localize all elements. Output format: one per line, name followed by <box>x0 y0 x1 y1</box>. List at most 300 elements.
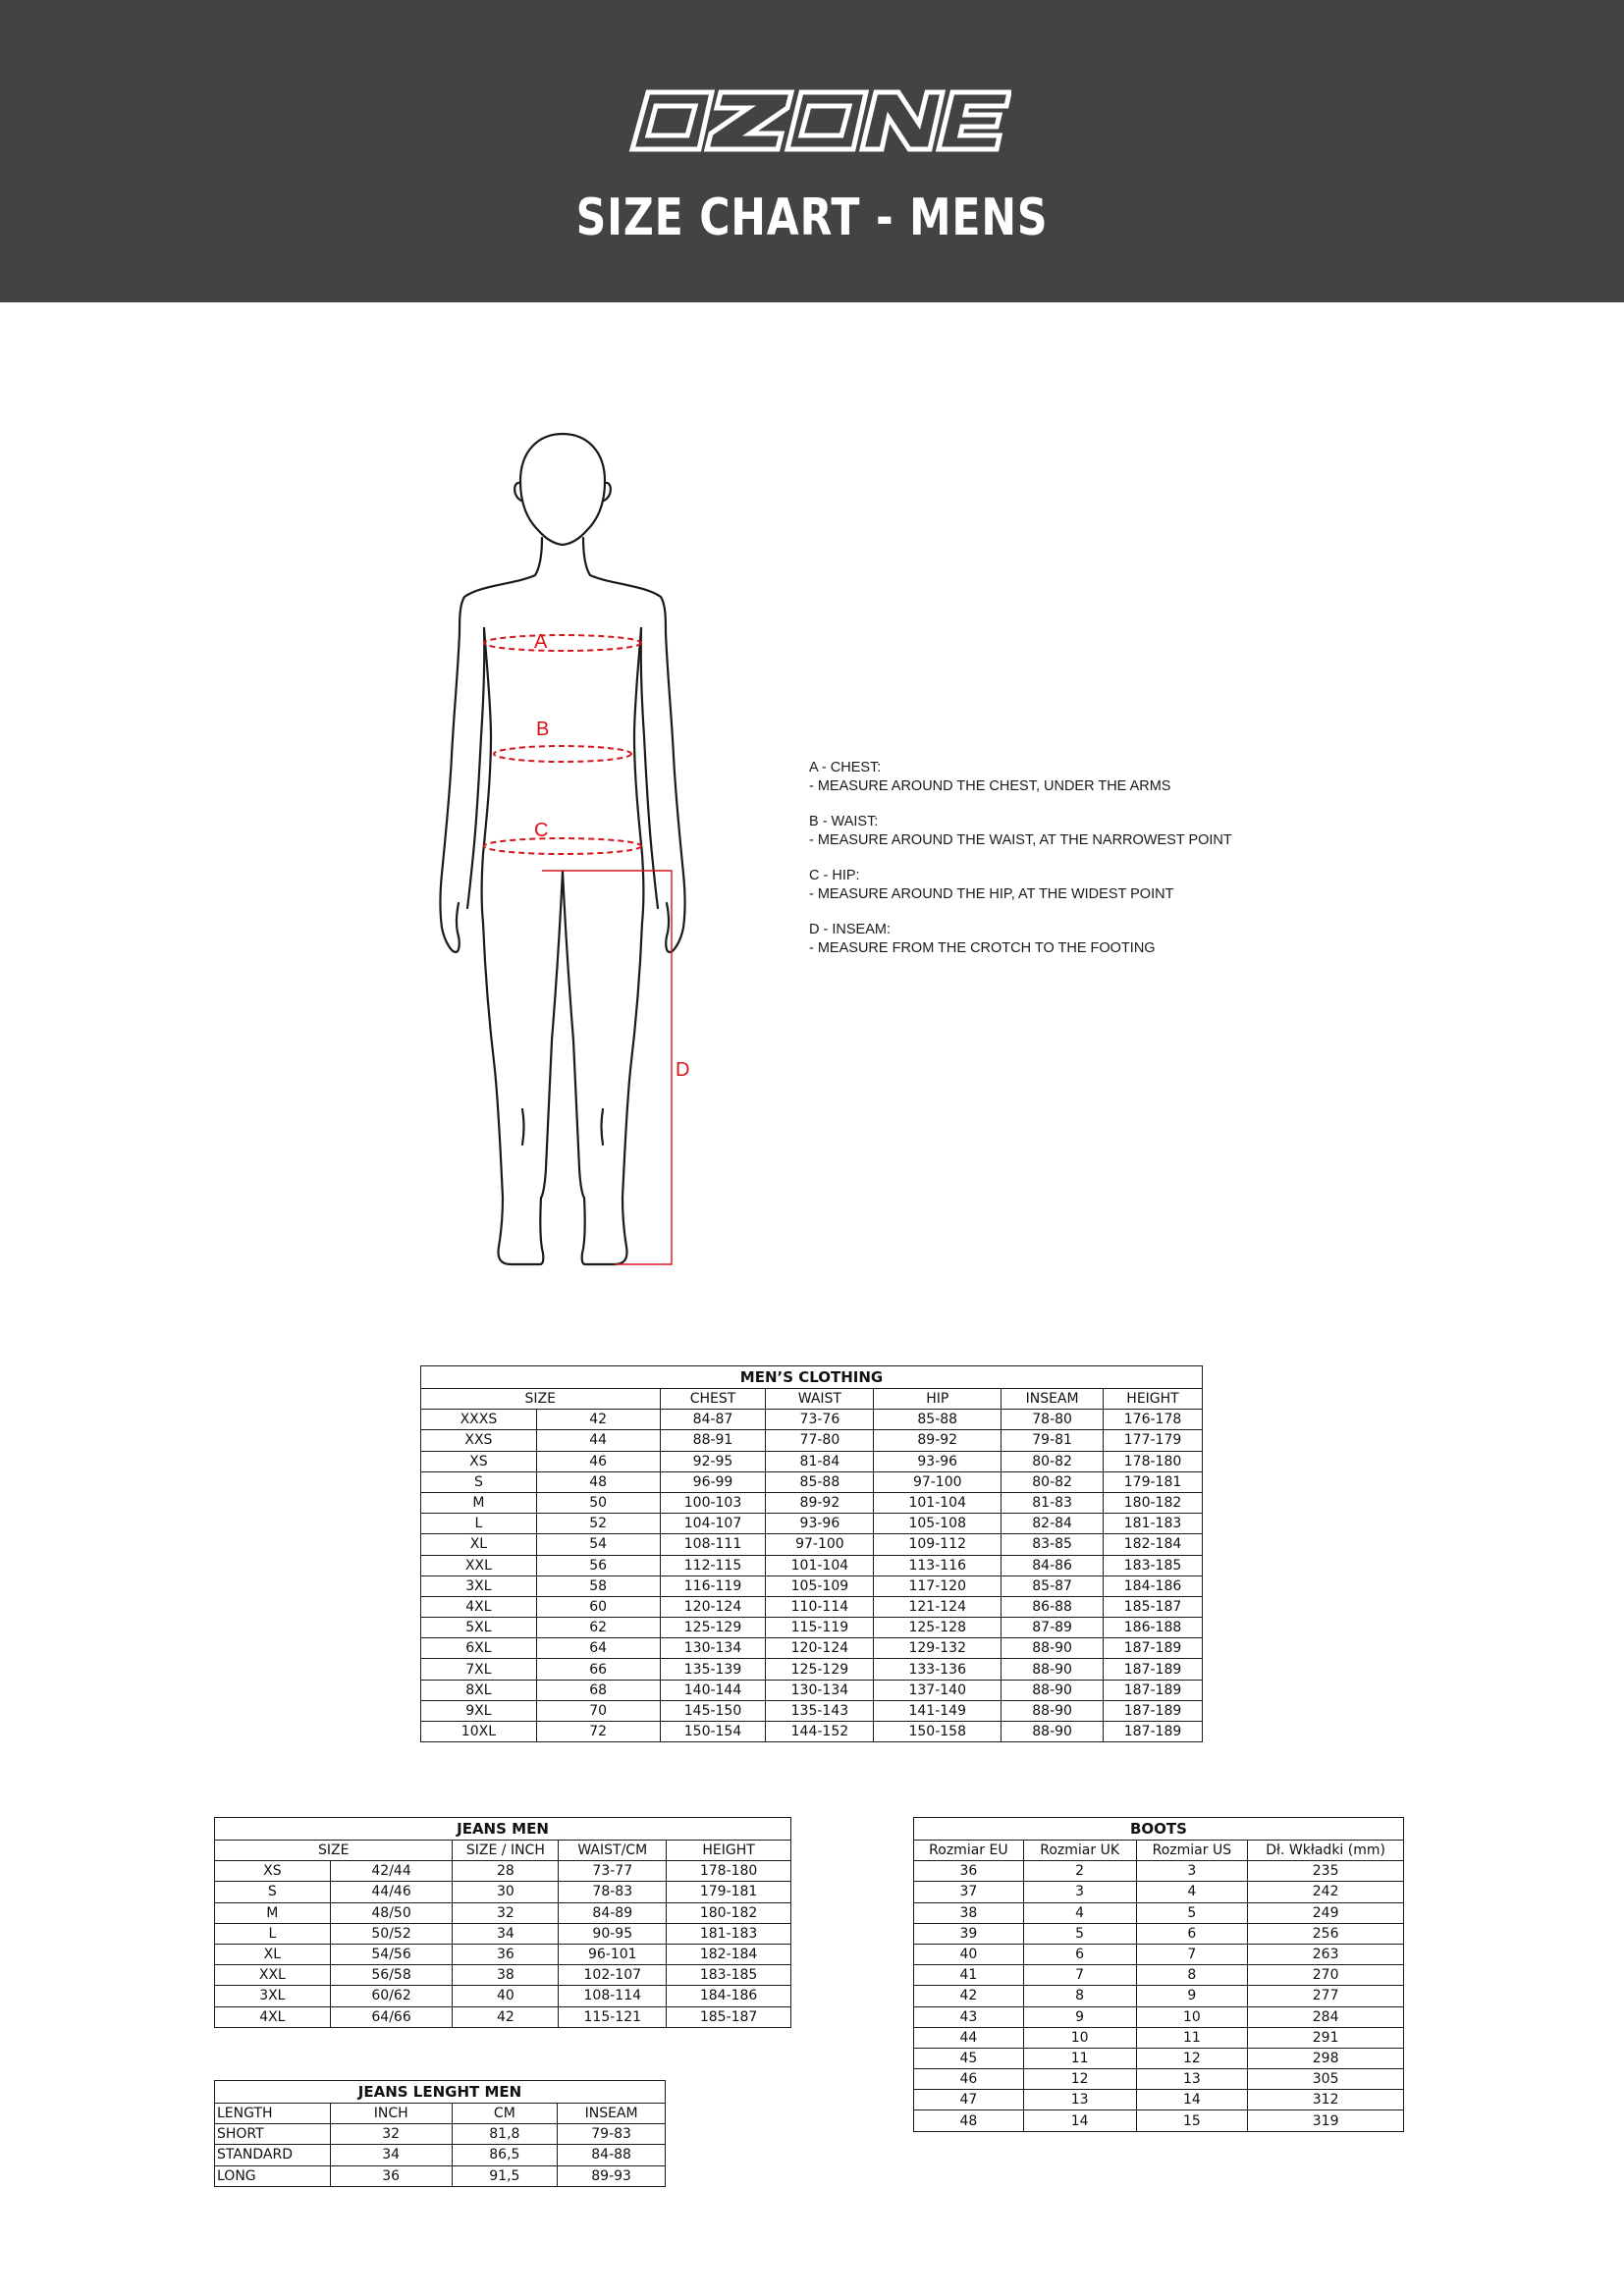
table-cell: 110-114 <box>766 1596 874 1617</box>
table-cell: 135-143 <box>766 1700 874 1721</box>
label-a: A <box>534 631 548 653</box>
table-row <box>914 1861 1404 1882</box>
table-cell: 54 <box>536 1534 660 1555</box>
table-cell: 9 <box>1023 2006 1136 2027</box>
table-cell: 91,5 <box>452 2165 558 2186</box>
table-row <box>421 1680 1203 1700</box>
table-cell: 93-96 <box>766 1514 874 1534</box>
table-cell: 179-181 <box>667 1882 791 1902</box>
table-row <box>421 1659 1203 1680</box>
table-cell: 263 <box>1248 1944 1404 1964</box>
table-title: JEANS LENGHT MEN <box>215 2081 666 2104</box>
table-cell: M <box>421 1492 537 1513</box>
table-cell: 104-107 <box>660 1514 766 1534</box>
table-row <box>421 1492 1203 1513</box>
table-cell: 7XL <box>421 1659 537 1680</box>
table-cell: 92-95 <box>660 1451 766 1471</box>
table-row <box>914 2110 1404 2131</box>
table-cell: 45 <box>914 2048 1024 2068</box>
table-cell: 14 <box>1023 2110 1136 2131</box>
table-cell: 11 <box>1023 2048 1136 2068</box>
table-cell: 105-109 <box>766 1575 874 1596</box>
table-cell: 9 <box>1136 1986 1248 2006</box>
column-header: SIZE <box>421 1389 661 1410</box>
table-cell: 4XL <box>421 1596 537 1617</box>
table-cell: 80-82 <box>1001 1471 1104 1492</box>
table-cell: 112-115 <box>660 1555 766 1575</box>
table-cell: 85-87 <box>1001 1575 1104 1596</box>
label-c: C <box>534 820 549 841</box>
table-cell: 10XL <box>421 1722 537 1742</box>
table-cell: 10 <box>1023 2027 1136 2048</box>
table-row <box>421 1430 1203 1451</box>
table-cell: 129-132 <box>874 1638 1001 1659</box>
table-cell: 46 <box>914 2069 1024 2090</box>
table-cell: 185-187 <box>667 2006 791 2027</box>
column-header: Dł. Wkładki (mm) <box>1248 1841 1404 1861</box>
table-cell: 42 <box>536 1410 660 1430</box>
table-body <box>421 1410 1203 1742</box>
table-body <box>215 1861 791 2028</box>
table-cell: XXL <box>215 1965 331 1986</box>
table-cell: 102-107 <box>559 1965 667 1986</box>
table-cell: 108-111 <box>660 1534 766 1555</box>
table-cell: 84-87 <box>660 1410 766 1430</box>
table-cell: 183-185 <box>667 1965 791 1986</box>
table-cell: 3 <box>1136 1861 1248 1882</box>
jeans-length-table <box>214 2080 666 2187</box>
table-cell: 120-124 <box>766 1638 874 1659</box>
table-cell: 10 <box>1136 2006 1248 2027</box>
table-cell: 11 <box>1136 2027 1248 2048</box>
table-cell: 183-185 <box>1104 1555 1203 1575</box>
table-row <box>215 2124 666 2145</box>
chest-measure-line <box>484 635 641 651</box>
column-header: INCH <box>330 2104 452 2124</box>
table-cell: 89-93 <box>558 2165 666 2186</box>
table-row <box>421 1410 1203 1430</box>
column-header: CM <box>452 2104 558 2124</box>
table-row <box>914 1986 1404 2006</box>
table-cell: XL <box>215 1944 331 1964</box>
table-cell: 120-124 <box>660 1596 766 1617</box>
table-cell: 312 <box>1248 2090 1404 2110</box>
table-cell: 125-129 <box>766 1659 874 1680</box>
table-cell: 12 <box>1023 2069 1136 2090</box>
column-header: WAIST/CM <box>559 1841 667 1861</box>
column-header: HIP <box>874 1389 1001 1410</box>
table-row <box>914 2090 1404 2110</box>
table-cell: 56 <box>536 1555 660 1575</box>
table-cell: 6XL <box>421 1638 537 1659</box>
table-cell: XXS <box>421 1430 537 1451</box>
table-cell: 97-100 <box>766 1534 874 1555</box>
table-cell: 177-179 <box>1104 1430 1203 1451</box>
table-cell: 81-84 <box>766 1451 874 1471</box>
table-cell: 64/66 <box>330 2006 453 2027</box>
table-cell: 179-181 <box>1104 1471 1203 1492</box>
table-cell: 48 <box>536 1471 660 1492</box>
table-cell: 2 <box>1023 1861 1136 1882</box>
table-cell: 83-85 <box>1001 1534 1104 1555</box>
table-cell: 6 <box>1023 1944 1136 1964</box>
table-cell: 3 <box>1023 1882 1136 1902</box>
table-cell: XXXS <box>421 1410 537 1430</box>
table-cell: 187-189 <box>1104 1722 1203 1742</box>
table-cell: 4 <box>1136 1882 1248 1902</box>
table-cell: 86,5 <box>452 2145 558 2165</box>
table-cell: 89-92 <box>874 1430 1001 1451</box>
table-cell: 54/56 <box>330 1944 453 1964</box>
table-cell: 235 <box>1248 1861 1404 1882</box>
table-cell: 37 <box>914 1882 1024 1902</box>
hip-measure-line <box>484 838 641 854</box>
human-body-outline-icon <box>412 422 707 1276</box>
table-row <box>914 2069 1404 2090</box>
header-banner <box>0 0 1624 302</box>
table-cell: 185-187 <box>1104 1596 1203 1617</box>
table-cell: 68 <box>536 1680 660 1700</box>
table-cell: 93-96 <box>874 1451 1001 1471</box>
inseam-measure-line <box>542 871 672 1264</box>
table-cell: 180-182 <box>667 1902 791 1923</box>
table-cell: 58 <box>536 1575 660 1596</box>
table-cell: 249 <box>1248 1902 1404 1923</box>
table-cell: 81,8 <box>452 2124 558 2145</box>
table-cell: 28 <box>453 1861 559 1882</box>
waist-measure-line <box>494 746 631 762</box>
table-row <box>215 1861 791 1882</box>
table-cell: 70 <box>536 1700 660 1721</box>
table-row <box>215 1965 791 1986</box>
table-cell: 56/58 <box>330 1965 453 1986</box>
table-cell: 85-88 <box>766 1471 874 1492</box>
table-cell: 87-89 <box>1001 1618 1104 1638</box>
table-cell: 44 <box>914 2027 1024 2048</box>
table-row <box>421 1534 1203 1555</box>
table-cell: 40 <box>914 1944 1024 1964</box>
column-header: INSEAM <box>1001 1389 1104 1410</box>
table-cell: 130-134 <box>766 1680 874 1700</box>
table-cell: 39 <box>914 1923 1024 1944</box>
table-cell: 7 <box>1136 1944 1248 1964</box>
table-row <box>215 2165 666 2186</box>
table-cell: 117-120 <box>874 1575 1001 1596</box>
table-cell: 60 <box>536 1596 660 1617</box>
table-cell: 44 <box>536 1430 660 1451</box>
table-cell: 180-182 <box>1104 1492 1203 1513</box>
table-cell: 36 <box>330 2165 452 2186</box>
table-cell: 305 <box>1248 2069 1404 2090</box>
table-cell: 13 <box>1136 2069 1248 2090</box>
column-header: SIZE <box>215 1841 453 1861</box>
table-row <box>914 2027 1404 2048</box>
table-row <box>215 1882 791 1902</box>
table-cell: 187-189 <box>1104 1638 1203 1659</box>
table-cell: 181-183 <box>667 1923 791 1944</box>
table-cell: 291 <box>1248 2027 1404 2048</box>
table-row <box>421 1618 1203 1638</box>
label-d: D <box>676 1059 690 1081</box>
table-cell: 96-99 <box>660 1471 766 1492</box>
table-cell: 108-114 <box>559 1986 667 2006</box>
table-cell: 34 <box>453 1923 559 1944</box>
table-cell: 319 <box>1248 2110 1404 2131</box>
table-cell: L <box>421 1514 537 1534</box>
table-row <box>215 1986 791 2006</box>
table-cell: 176-178 <box>1104 1410 1203 1430</box>
column-header: Rozmiar EU <box>914 1841 1024 1861</box>
table-row <box>914 1902 1404 1923</box>
table-row <box>421 1596 1203 1617</box>
table-cell: 36 <box>453 1944 559 1964</box>
table-cell: 12 <box>1136 2048 1248 2068</box>
table-cell: 101-104 <box>874 1492 1001 1513</box>
table-cell: STANDARD <box>215 2145 331 2165</box>
label-b: B <box>536 719 550 740</box>
table-cell: 5 <box>1136 1902 1248 1923</box>
table-row <box>215 1902 791 1923</box>
table-cell: 32 <box>330 2124 452 2145</box>
table-cell: 60/62 <box>330 1986 453 2006</box>
table-cell: 47 <box>914 2090 1024 2110</box>
body-measurement-figure <box>412 422 707 1276</box>
table-cell: 48 <box>914 2110 1024 2131</box>
table-cell: 81-83 <box>1001 1492 1104 1513</box>
table-cell: 145-150 <box>660 1700 766 1721</box>
table-cell: L <box>215 1923 331 1944</box>
boots-table <box>913 1817 1404 2132</box>
table-cell: SHORT <box>215 2124 331 2145</box>
table-cell: 130-134 <box>660 1638 766 1659</box>
table-cell: 36 <box>914 1861 1024 1882</box>
column-header: SIZE / INCH <box>453 1841 559 1861</box>
table-cell: 101-104 <box>766 1555 874 1575</box>
table-cell: 73-77 <box>559 1861 667 1882</box>
table-cell: 88-90 <box>1001 1638 1104 1659</box>
table-cell: XL <box>421 1534 537 1555</box>
table-cell: 82-84 <box>1001 1514 1104 1534</box>
table-cell: 121-124 <box>874 1596 1001 1617</box>
table-cell: 3XL <box>421 1575 537 1596</box>
table-cell: 184-186 <box>1104 1575 1203 1596</box>
table-cell: 50 <box>536 1492 660 1513</box>
table-row <box>914 2048 1404 2068</box>
table-cell: 84-88 <box>558 2145 666 2165</box>
table-row <box>421 1555 1203 1575</box>
table-cell: 187-189 <box>1104 1659 1203 1680</box>
table-title: BOOTS <box>914 1818 1404 1841</box>
table-cell: 73-76 <box>766 1410 874 1430</box>
table-cell: 44/46 <box>330 1882 453 1902</box>
table-cell: 38 <box>914 1902 1024 1923</box>
table-cell: XXL <box>421 1555 537 1575</box>
table-cell: XS <box>215 1861 331 1882</box>
instruction-hip: C - HIP: - MEASURE AROUND THE HIP, AT THE WIDEST POINT <box>809 868 1174 902</box>
column-header: LENGTH <box>215 2104 331 2124</box>
table-cell: 77-80 <box>766 1430 874 1451</box>
table-cell: 78-83 <box>559 1882 667 1902</box>
table-cell: 187-189 <box>1104 1700 1203 1721</box>
table-cell: 42 <box>453 2006 559 2027</box>
table-cell: 150-158 <box>874 1722 1001 1742</box>
table-cell: 66 <box>536 1659 660 1680</box>
table-cell: 125-129 <box>660 1618 766 1638</box>
column-header: Rozmiar UK <box>1023 1841 1136 1861</box>
table-cell: 8 <box>1136 1965 1248 1986</box>
table-cell: 46 <box>536 1451 660 1471</box>
column-header: Rozmiar US <box>1136 1841 1248 1861</box>
table-cell: 80-82 <box>1001 1451 1104 1471</box>
table-cell: 97-100 <box>874 1471 1001 1492</box>
table-cell: 90-95 <box>559 1923 667 1944</box>
table-cell: 115-119 <box>766 1618 874 1638</box>
jeans-men-table <box>214 1817 791 2028</box>
table-row <box>914 1965 1404 1986</box>
column-header: HEIGHT <box>1104 1389 1203 1410</box>
table-cell: 79-81 <box>1001 1430 1104 1451</box>
table-cell: 88-90 <box>1001 1722 1104 1742</box>
table-cell: XS <box>421 1451 537 1471</box>
table-cell: 135-139 <box>660 1659 766 1680</box>
table-cell: 32 <box>453 1902 559 1923</box>
table-cell: 5 <box>1023 1923 1136 1944</box>
table-cell: 140-144 <box>660 1680 766 1700</box>
table-cell: 13 <box>1023 2090 1136 2110</box>
instruction-waist: B - WAIST: - MEASURE AROUND THE WAIST, AT THE NARROWEST POINT <box>809 814 1232 848</box>
table-row <box>215 2145 666 2165</box>
table-row <box>914 1944 1404 1964</box>
table-cell: 182-184 <box>667 1944 791 1964</box>
table-cell: 277 <box>1248 1986 1404 2006</box>
table-cell: 270 <box>1248 1965 1404 1986</box>
table-cell: 137-140 <box>874 1680 1001 1700</box>
table-cell: 150-154 <box>660 1722 766 1742</box>
table-row <box>421 1700 1203 1721</box>
table-cell: 79-83 <box>558 2124 666 2145</box>
ozone-logo-icon <box>619 84 1011 157</box>
table-cell: 78-80 <box>1001 1410 1104 1430</box>
table-cell: 3XL <box>215 1986 331 2006</box>
table-cell: 6 <box>1136 1923 1248 1944</box>
table-cell: 242 <box>1248 1882 1404 1902</box>
table-cell: 38 <box>453 1965 559 1986</box>
table-cell: 144-152 <box>766 1722 874 1742</box>
table-row <box>421 1722 1203 1742</box>
instruction-inseam: D - INSEAM: - MEASURE FROM THE CROTCH TO THE FOOTING <box>809 922 1156 956</box>
table-cell: 52 <box>536 1514 660 1534</box>
table-cell: 85-88 <box>874 1410 1001 1430</box>
table-cell: 8XL <box>421 1680 537 1700</box>
table-cell: 43 <box>914 2006 1024 2027</box>
table-cell: 113-116 <box>874 1555 1001 1575</box>
table-cell: 4 <box>1023 1902 1136 1923</box>
table-cell: 4XL <box>215 2006 331 2027</box>
table-cell: 50/52 <box>330 1923 453 1944</box>
table-cell: 284 <box>1248 2006 1404 2027</box>
table-cell: 42/44 <box>330 1861 453 1882</box>
table-cell: 187-189 <box>1104 1680 1203 1700</box>
table-cell: 115-121 <box>559 2006 667 2027</box>
table-cell: 15 <box>1136 2110 1248 2131</box>
table-cell: 88-90 <box>1001 1700 1104 1721</box>
table-cell: 14 <box>1136 2090 1248 2110</box>
table-cell: 298 <box>1248 2048 1404 2068</box>
table-row <box>421 1638 1203 1659</box>
table-cell: 181-183 <box>1104 1514 1203 1534</box>
table-cell: 84-89 <box>559 1902 667 1923</box>
table-cell: 62 <box>536 1618 660 1638</box>
table-row <box>914 1923 1404 1944</box>
table-cell: 7 <box>1023 1965 1136 1986</box>
table-cell: 105-108 <box>874 1514 1001 1534</box>
table-cell: 116-119 <box>660 1575 766 1596</box>
table-cell: 84-86 <box>1001 1555 1104 1575</box>
table-cell: 34 <box>330 2145 452 2165</box>
table-cell: 40 <box>453 1986 559 2006</box>
ozone-logo <box>619 84 1011 157</box>
table-body <box>215 2124 666 2187</box>
table-cell: 42 <box>914 1986 1024 2006</box>
table-cell: 182-184 <box>1104 1534 1203 1555</box>
table-cell: 186-188 <box>1104 1618 1203 1638</box>
table-cell: 100-103 <box>660 1492 766 1513</box>
column-header: HEIGHT <box>667 1841 791 1861</box>
table-cell: 256 <box>1248 1923 1404 1944</box>
table-cell: 30 <box>453 1882 559 1902</box>
table-cell: 133-136 <box>874 1659 1001 1680</box>
table-cell: 96-101 <box>559 1944 667 1964</box>
table-cell: LONG <box>215 2165 331 2186</box>
table-row <box>914 2006 1404 2027</box>
table-cell: 9XL <box>421 1700 537 1721</box>
table-row <box>215 1944 791 1964</box>
table-cell: 86-88 <box>1001 1596 1104 1617</box>
table-cell: 178-180 <box>1104 1451 1203 1471</box>
page-title: SIZE CHART - MENS <box>575 188 1049 247</box>
table-cell: S <box>421 1471 537 1492</box>
table-cell: 141-149 <box>874 1700 1001 1721</box>
column-header: INSEAM <box>558 2104 666 2124</box>
table-cell: 178-180 <box>667 1861 791 1882</box>
table-row <box>421 1471 1203 1492</box>
table-row <box>215 2006 791 2027</box>
table-cell: 89-92 <box>766 1492 874 1513</box>
table-cell: 125-128 <box>874 1618 1001 1638</box>
table-cell: 109-112 <box>874 1534 1001 1555</box>
column-header: WAIST <box>766 1389 874 1410</box>
table-cell: 184-186 <box>667 1986 791 2006</box>
table-title: MEN’S CLOTHING <box>421 1366 1203 1389</box>
table-cell: 41 <box>914 1965 1024 1986</box>
table-cell: 88-90 <box>1001 1659 1104 1680</box>
mens-clothing-table <box>420 1365 1203 1742</box>
table-cell: 48/50 <box>330 1902 453 1923</box>
table-body <box>914 1861 1404 2131</box>
table-cell: M <box>215 1902 331 1923</box>
table-row <box>421 1451 1203 1471</box>
column-header: CHEST <box>660 1389 766 1410</box>
table-row <box>914 1882 1404 1902</box>
table-title: JEANS MEN <box>215 1818 791 1841</box>
table-cell: S <box>215 1882 331 1902</box>
table-cell: 88-90 <box>1001 1680 1104 1700</box>
table-cell: 88-91 <box>660 1430 766 1451</box>
table-row <box>421 1575 1203 1596</box>
measurement-instructions <box>809 759 1398 975</box>
table-cell: 8 <box>1023 1986 1136 2006</box>
table-cell: 5XL <box>421 1618 537 1638</box>
